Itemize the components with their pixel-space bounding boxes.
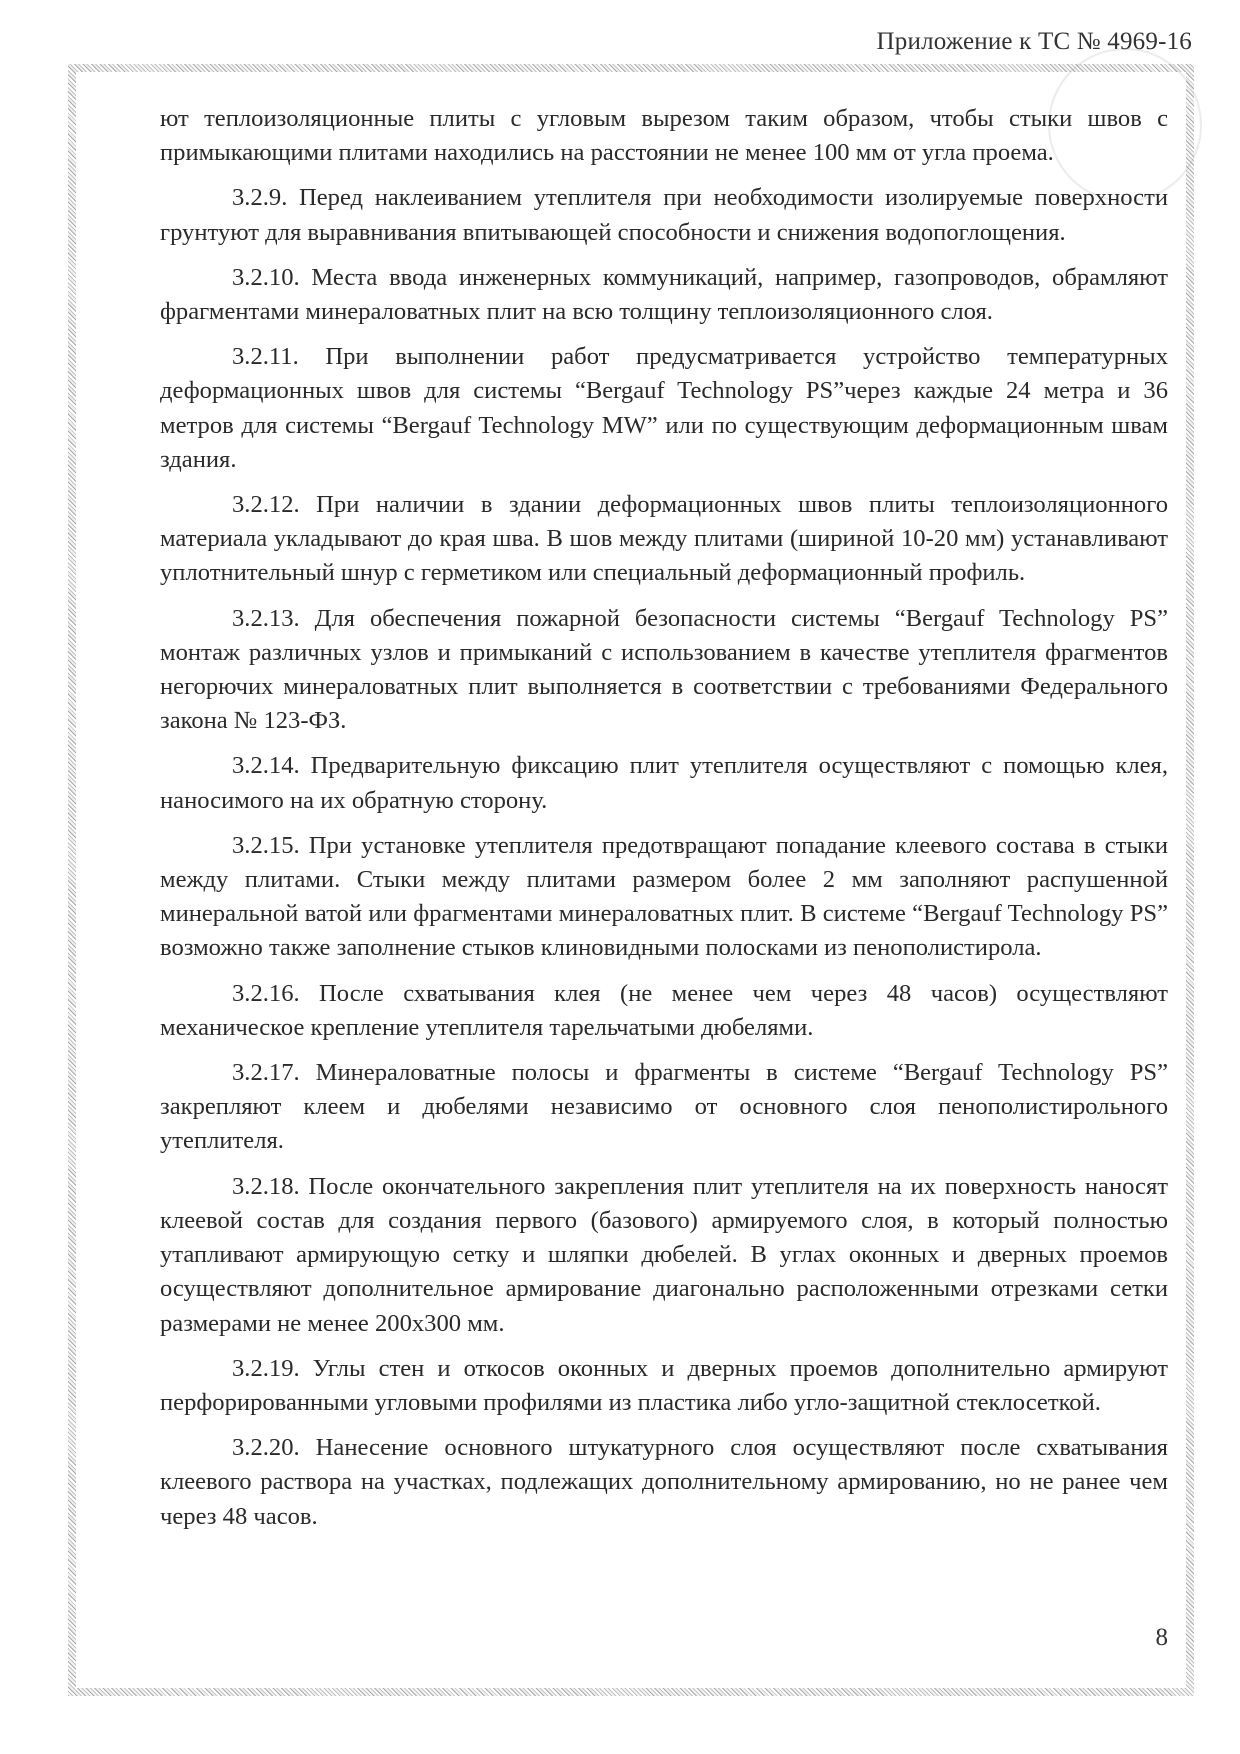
page-number: 8 xyxy=(1155,1624,1168,1651)
document-reference: Приложение к ТС № 4969-16 xyxy=(876,28,1192,55)
paragraph-3-2-13: 3.2.13. Для обеспечения пожарной безопасности системы “Bergauf Technology PS” монтаж различных узлов и примыканий с использованием в качестве утеплителя фрагментов негорючих минераловатных плит выполняется в соответствии с требованиями Федерального закона № 123-ФЗ. xyxy=(160,604,1168,735)
paragraph-3-2-20: 3.2.20. Нанесение основного штукатурного слоя осуществляют после схватывания клеевого раствора на участках, подлежащих дополнительному армированию, но не ранее чем через 48 часов. xyxy=(160,1434,1168,1530)
document-body xyxy=(160,102,1168,1545)
paragraph-3-2-17: 3.2.17. Минераловатные полосы и фрагменты в системе “Bergauf Technology PS” закрепляют клеем и дюбелями независимо от основного слоя пенополистирольного утеплителя. xyxy=(160,1059,1168,1155)
paragraph-3-2-19: 3.2.19. Углы стен и откосов оконных и дверных проемов дополнительно армируют перфорированными угловыми профилями из пластика либо угло-защитной стеклосеткой. xyxy=(160,1354,1168,1416)
paragraph-3-2-14: 3.2.14. Предварительную фиксацию плит утеплителя осуществляют с помощью клея, наносимого на их обратную сторону. xyxy=(160,752,1168,814)
paragraph-3-2-9: 3.2.9. Перед наклеиванием утеплителя при необходимости изолируемые поверхности грунтуют для выравнивания впитывающей способности и снижения водопоглощения. xyxy=(160,184,1168,246)
paragraph-3-2-12: 3.2.12. При наличии в здании деформационных швов плиты теплоизоляционного материала укладывают до края шва. В шов между плитами (шириной 10-20 мм) устанавливают уплотнительный шнур с герметиком или специальный деформационный профиль. xyxy=(160,491,1168,587)
paragraph-3-2-16: 3.2.16. После схватывания клея (не менее чем через 48 часов) осуществляют механическое крепление утеплителя тарельчатыми дюбелями. xyxy=(160,979,1168,1041)
paragraph-3-2-11: 3.2.11. При выполнении работ предусматривается устройство температурных деформационных швов для системы “Bergauf Technology PS”через каждые 24 метра и 36 метров для системы “Bergauf Technology MW” или по существующим деформационным швам здания. xyxy=(160,343,1168,473)
paragraph-3-2-15: 3.2.15. При установке утеплителя предотвращают попадание клеевого состава в стыки между плитами. Стыки между плитами размером более 2 мм заполняют распушенной минеральной ватой или фрагментами минераловатных плит. В системе “Bergauf Technology PS” возможно также заполнение стыков клиновидными полосками из пенополистирола. xyxy=(160,831,1168,962)
paragraph-continuation: ют теплоизоляционные плиты с угловым вырезом таким образом, чтобы стыки швов с примыкающими плитами находились на расстоянии не менее 100 мм от угла проема. xyxy=(160,105,1168,167)
paragraph-3-2-10: 3.2.10. Места ввода инженерных коммуникаций, например, газопроводов, обрамляют фрагментами минераловатных плит на всю толщину теплоизоляционного слоя. xyxy=(160,263,1168,326)
paragraph-3-2-18: 3.2.18. После окончательного закрепления плит утеплителя на их поверхность наносят клеевой состав для создания первого (базового) армируемого слоя, в который полностью утапливают армирующую сетку и шляпки дюбелей. В углах оконных и дверных проемов осуществляют дополнительное армирование диагонально расположенными отрезками сетки размерами не менее 200х300 мм. xyxy=(160,1172,1168,1337)
